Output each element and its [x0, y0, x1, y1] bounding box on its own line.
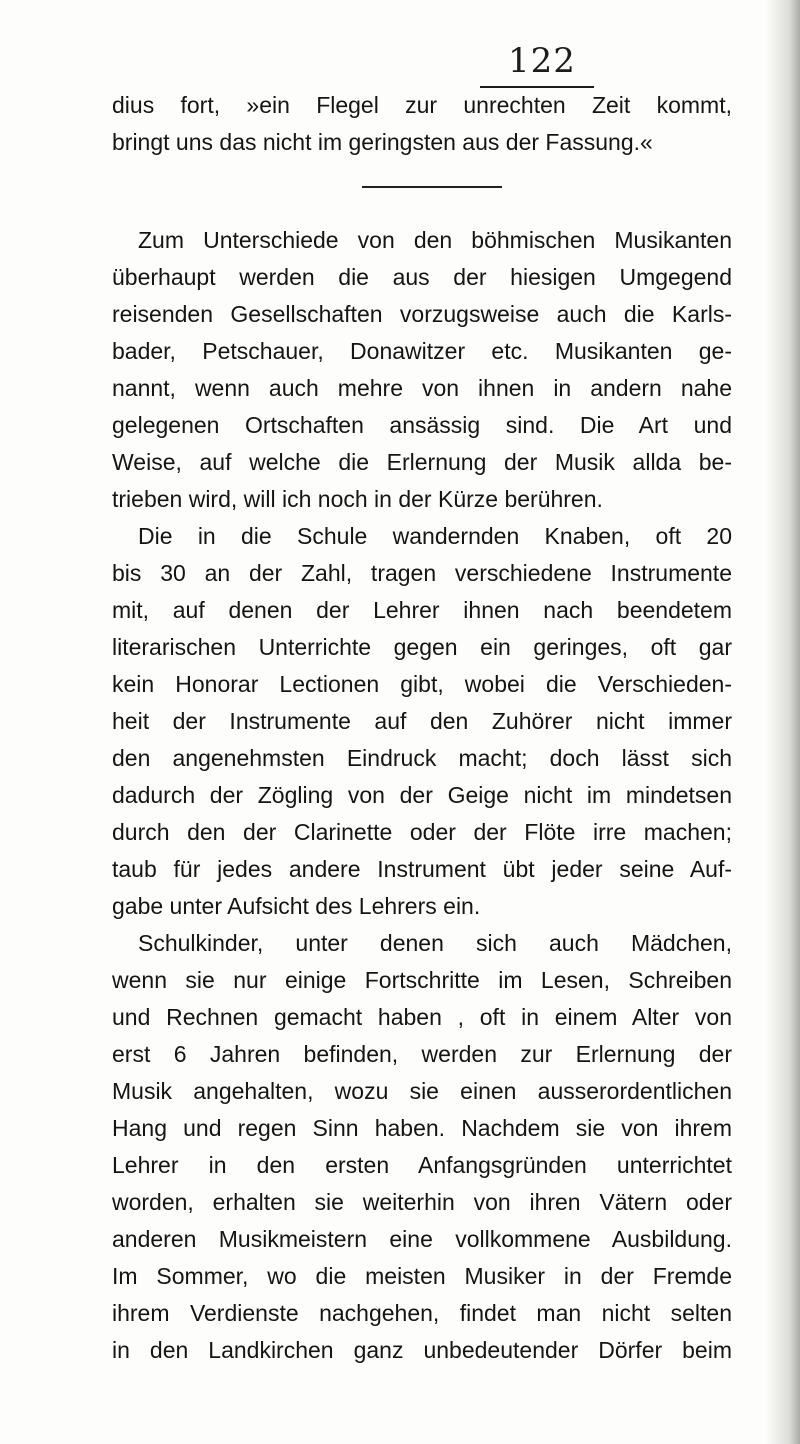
paragraph-continuation — [112, 87, 732, 161]
text-line: kein Honorar Lectionen gibt, wobei die Verschieden- — [112, 671, 732, 697]
text-line: taub für jedes andere Instrument übt jeder seine Auf- — [112, 856, 732, 882]
text-line: den angenehmsten Eindruck macht; doch lässt sich — [112, 745, 732, 771]
text-line: Schulkinder, unter denen sich auch Mädchen, — [138, 930, 732, 956]
text-line: bis 30 an der Zahl, tragen verschiedene Instrumente — [112, 560, 732, 586]
section-separator — [362, 186, 502, 188]
text-line: bringt uns das nicht im geringsten aus der Fassung.« — [112, 129, 653, 155]
text-line: nannt, wenn auch mehre von ihnen in andern nahe — [112, 375, 732, 401]
page-edge-shadow — [766, 0, 800, 1444]
text-line: durch den der Clarinette oder der Flöte irre machen; — [112, 819, 732, 845]
text-line: heit der Instrumente auf den Zuhörer nicht immer — [112, 708, 732, 734]
text-line: Zum Unterschiede von den böhmischen Musikanten — [138, 227, 732, 253]
text-line: gelegenen Ortschaften ansässig sind. Die Art und — [112, 412, 732, 438]
text-line: Weise, auf welche die Erlernung der Musik allda be- — [112, 449, 732, 475]
page-number: 122 — [508, 41, 576, 81]
text-line: anderen Musikmeistern eine vollkommene Ausbildung. — [112, 1226, 732, 1252]
text-line: Die in die Schule wandernden Knaben, oft 20 — [138, 523, 732, 549]
text-line: wenn sie nur einige Fortschritte im Lesen, Schreiben — [112, 967, 732, 993]
text-line: bader, Petschauer, Donawitzer etc. Musikanten ge- — [112, 338, 732, 364]
text-line: dius fort, »ein Flegel zur unrechten Zeit kommt, — [112, 92, 732, 118]
text-line: Musik angehalten, wozu sie einen ausserordentlichen — [112, 1078, 732, 1104]
main-text — [112, 222, 732, 1369]
text-line: worden, erhalten sie weiterhin von ihren Vätern oder — [112, 1189, 732, 1215]
text-line: dadurch der Zögling von der Geige nicht im mindetsen — [112, 782, 732, 808]
text-line: und Rechnen gemacht haben , oft in einem Alter von — [112, 1004, 732, 1030]
text-line: ihrem Verdienste nachgehen, findet man nicht selten — [112, 1300, 732, 1326]
text-line: mit, auf denen der Lehrer ihnen nach beendetem — [112, 597, 732, 623]
text-line: literarischen Unterrichte gegen ein geringes, oft gar — [112, 634, 732, 660]
text-line: in den Landkirchen ganz unbedeutender Dörfer beim — [112, 1337, 732, 1363]
text-line: gabe unter Aufsicht des Lehrers ein. — [112, 893, 481, 919]
text-line: reisenden Gesellschaften vorzugsweise auch die Karls- — [112, 301, 732, 327]
text-line: Im Sommer, wo die meisten Musiker in der Fremde — [112, 1263, 732, 1289]
text-line: erst 6 Jahren befinden, werden zur Erlernung der — [112, 1041, 732, 1067]
text-line: trieben wird, will ich noch in der Kürze berühren. — [112, 486, 603, 512]
text-line: Lehrer in den ersten Anfangsgründen unterrichtet — [112, 1152, 732, 1178]
text-line: überhaupt werden die aus der hiesigen Umgegend — [112, 264, 732, 290]
text-line: Hang und regen Sinn haben. Nachdem sie von ihrem — [112, 1115, 732, 1141]
